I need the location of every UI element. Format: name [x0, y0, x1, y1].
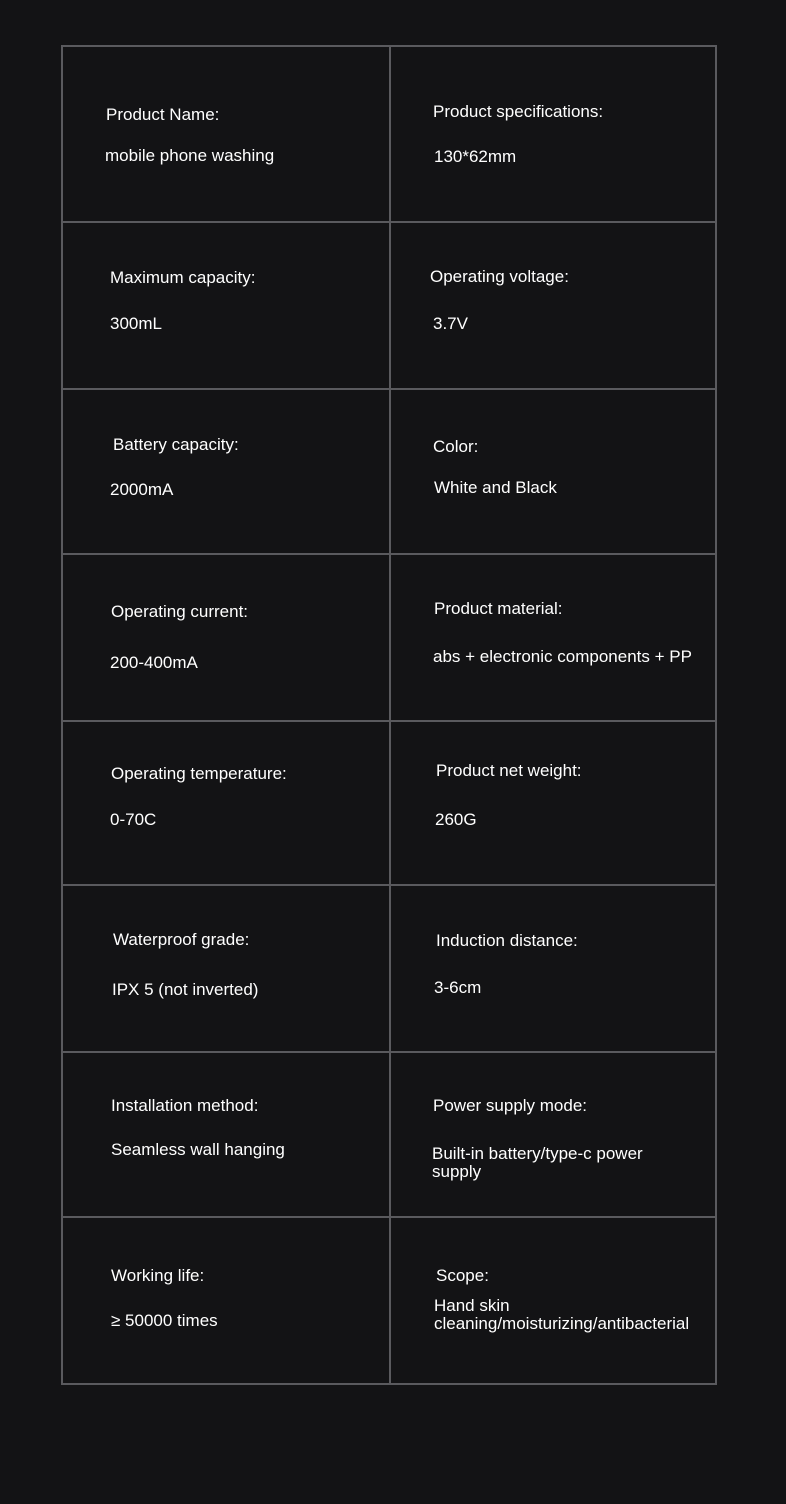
- spec-cell: [62, 222, 390, 389]
- spec-label: Operating voltage:: [430, 267, 569, 286]
- spec-row: [62, 885, 716, 1052]
- spec-value: 2000mA: [110, 480, 174, 499]
- spec-row: [62, 1052, 716, 1217]
- spec-cell: [62, 721, 390, 885]
- spec-cell: [390, 46, 716, 222]
- spec-label: Induction distance:: [436, 931, 578, 950]
- spec-table: [61, 45, 717, 1385]
- spec-cell: [390, 1217, 716, 1384]
- spec-label: Working life:: [111, 1266, 205, 1285]
- spec-row: [62, 389, 716, 554]
- spec-value: Built-in battery/type-c power supply: [432, 1144, 643, 1181]
- spec-row: [62, 721, 716, 885]
- spec-cell: [62, 46, 390, 222]
- spec-label: Waterproof grade:: [113, 930, 250, 949]
- spec-value: Hand skin cleaning/moisturizing/antibacterial: [434, 1296, 690, 1333]
- spec-label: Battery capacity:: [113, 435, 239, 454]
- spec-cell: [390, 1052, 716, 1217]
- spec-row: [62, 1217, 716, 1384]
- spec-label: Maximum capacity:: [110, 268, 256, 287]
- spec-value: 3.7V: [433, 314, 468, 333]
- spec-label: Power supply mode:: [433, 1096, 588, 1115]
- spec-value: 3-6cm: [434, 978, 482, 997]
- spec-row: [62, 46, 716, 222]
- spec-value: 130*62mm: [434, 147, 517, 166]
- spec-label: Operating current:: [111, 602, 249, 621]
- spec-cell: [390, 222, 716, 389]
- spec-value: mobile phone washing: [105, 146, 275, 165]
- spec-label: Product net weight:: [436, 761, 582, 780]
- spec-cell: [62, 885, 390, 1052]
- spec-label: Installation method:: [111, 1096, 259, 1115]
- spec-cell: [390, 389, 716, 554]
- spec-cell: [62, 554, 390, 721]
- spec-label: Scope:: [436, 1266, 489, 1285]
- spec-row: [62, 554, 716, 721]
- spec-value: 200-400mA: [110, 653, 198, 672]
- spec-value: Seamless wall hanging: [111, 1140, 285, 1159]
- spec-cell: [390, 885, 716, 1052]
- spec-label: Product material:: [434, 599, 563, 618]
- spec-cell: [62, 389, 390, 554]
- spec-value: ≥ 50000 times: [111, 1311, 218, 1330]
- spec-row: [62, 222, 716, 389]
- spec-value: IPX 5 (not inverted): [112, 980, 259, 999]
- spec-cell: [62, 1217, 390, 1384]
- spec-value: White and Black: [434, 478, 557, 497]
- spec-label: Color:: [433, 437, 479, 456]
- spec-value: abs + electronic components + PP: [433, 647, 692, 666]
- spec-value: 0-70C: [110, 810, 157, 829]
- spec-label: Product Name:: [106, 105, 220, 124]
- spec-cell: [390, 721, 716, 885]
- spec-label: Operating temperature:: [111, 764, 287, 783]
- spec-cell: [62, 1052, 390, 1217]
- spec-cell: [390, 554, 716, 721]
- spec-label: Product specifications:: [433, 102, 604, 121]
- spec-value: 300mL: [110, 314, 162, 333]
- spec-value: 260G: [435, 810, 477, 829]
